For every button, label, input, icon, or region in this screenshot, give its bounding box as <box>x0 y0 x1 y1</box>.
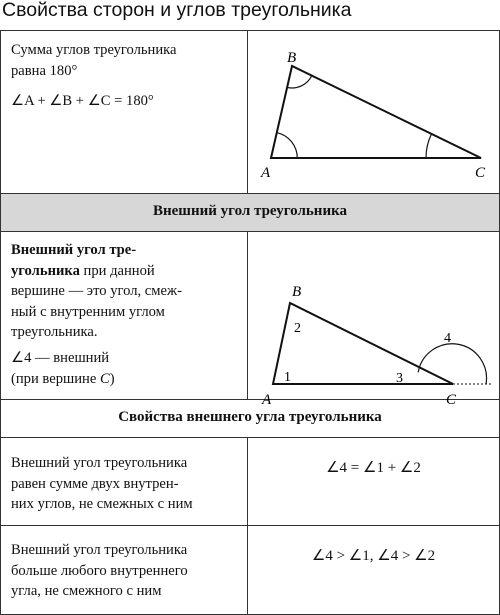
vertex-c-label: C <box>446 392 457 408</box>
definition-row <box>1 232 499 408</box>
vertex-a-label: A <box>261 165 271 181</box>
triangle-abc-exterior <box>273 303 453 384</box>
property-1-line2: равен сумме двух внутрен- <box>11 475 179 492</box>
exterior-angle-diagram <box>248 232 499 408</box>
property-1-formula: ∠4 = ∠1 + ∠2 <box>326 460 421 476</box>
properties-table <box>0 30 500 615</box>
property-1-text <box>11 453 193 515</box>
page-title: Свойства сторон и углов треугольника <box>2 0 352 21</box>
note-line2-var: C <box>100 370 110 387</box>
angle-4-label: 4 <box>444 331 451 346</box>
definition-line3: вершине — это угол, смеж- <box>11 283 182 299</box>
angle-2-label: 2 <box>294 321 301 336</box>
properties-header: Свойства внешнего угла треугольника <box>118 409 382 425</box>
property-2-formula: ∠4 > ∠1, ∠4 > ∠2 <box>311 548 436 564</box>
definition-term-part1: Внешний угол тре- <box>11 242 137 258</box>
exterior-angle-header-row <box>1 194 499 232</box>
angle-sum-row <box>1 31 499 194</box>
definition-continuation: при данной <box>79 262 155 279</box>
property-row-2 <box>1 526 499 614</box>
angle-1-label: 1 <box>284 370 291 385</box>
angle-b-arc <box>287 76 312 88</box>
note-line1: ∠4 — внешний <box>11 350 110 366</box>
angle-3-label: 3 <box>396 371 403 386</box>
exterior-angle-note <box>11 348 115 389</box>
property-1-line1: Внешний угол треугольника <box>11 455 188 471</box>
vertex-c-label: C <box>475 165 486 181</box>
note-line2-post: ) <box>109 370 115 387</box>
property-1-line3: них углов, не смежных с ним <box>11 496 193 512</box>
angle-a-arc <box>277 133 297 158</box>
property-2-line2: больше любого внутреннего <box>11 562 188 579</box>
vertex-a-label: A <box>262 392 272 408</box>
property-2-text <box>11 540 188 602</box>
definition-term-part2: угольника <box>11 262 80 279</box>
angle-sum-text-line2: равна 180° <box>11 62 78 79</box>
triangle-abc <box>271 66 481 158</box>
property-row-1 <box>1 438 499 526</box>
property-2-line1: Внешний угол треугольника <box>11 542 188 558</box>
exterior-angle-arc <box>418 344 486 384</box>
vertex-b-label: B <box>287 50 297 66</box>
column-divider <box>247 526 248 614</box>
vertex-b-label: B <box>292 284 302 300</box>
definition-line4: ный с внутренним углом <box>11 303 165 320</box>
exterior-angle-header: Внешний угол треугольника <box>152 203 348 219</box>
note-line2-pre: (при вершине <box>11 370 100 387</box>
angle-c-arc <box>426 134 432 158</box>
column-divider <box>247 438 248 526</box>
triangle-diagram <box>248 31 499 193</box>
properties-header-row <box>1 400 499 438</box>
angle-sum-text <box>11 40 177 81</box>
angle-sum-formula: ∠A + ∠B + ∠C = 180° <box>11 93 154 109</box>
definition-text <box>11 240 182 343</box>
definition-line5: треугольника. <box>11 324 98 340</box>
property-2-line3: угла, не смежного с ним <box>11 583 162 599</box>
angle-sum-text-line1: Сумма углов треугольника <box>11 42 177 58</box>
